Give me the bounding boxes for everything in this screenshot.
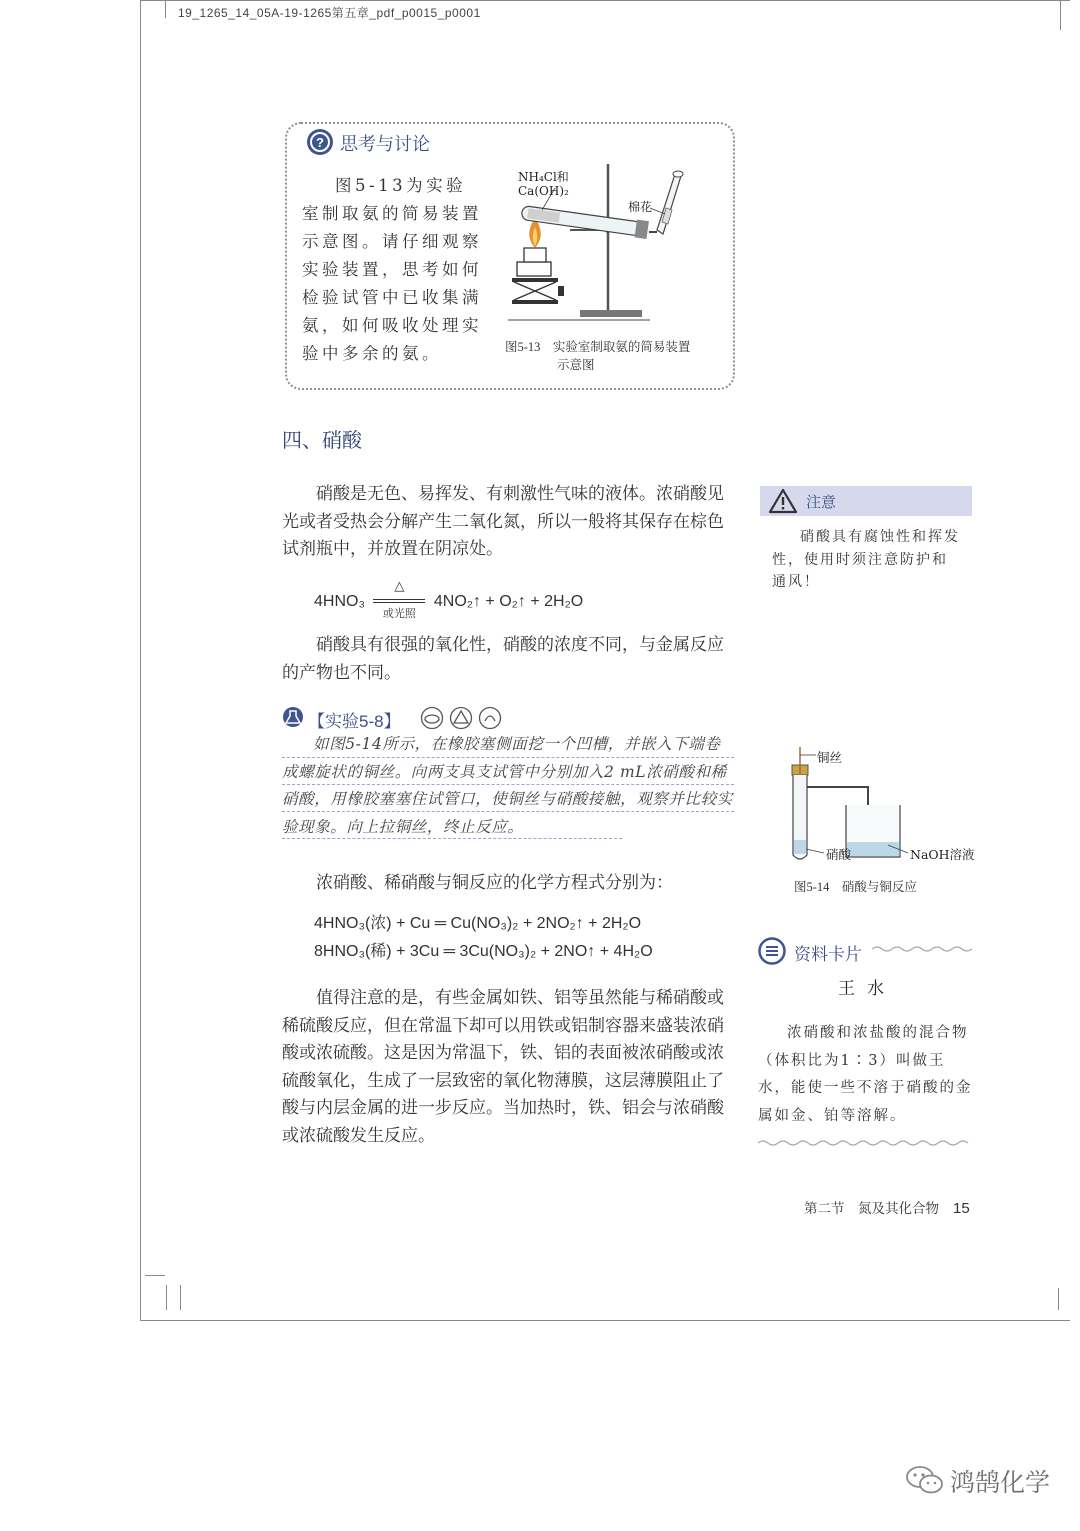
card-wave-bottom (758, 1138, 972, 1148)
decomposition-equation (314, 578, 584, 620)
dilute-acid-equation: 8HNO₃(稀) + 3Cu ═ 3Cu(NO₃)₂ + 2NO↑ + 4H₂O (314, 943, 653, 960)
paragraph-1: 硝酸是无色、易挥发、有刺激性气味的液体。浓硝酸见光或者受热会分解产生二氧化氮，所以一般将其保存在棕色试剂瓶中，并放置在阴凉处。 (282, 484, 724, 559)
paragraph-2: 硝酸具有很强的氧化性，硝酸的浓度不同，与金属反应的产物也不同。 (282, 635, 724, 683)
page-bottom-edge (140, 1320, 1070, 1321)
svg-text:?: ? (316, 135, 324, 150)
resource-card-title: 资料卡片 (794, 945, 862, 964)
experiment-underline (282, 811, 734, 812)
experiment-underline (282, 784, 734, 785)
crop-mark (166, 1285, 167, 1310)
discussion-text: 图5-13为实验室制取氨的简易装置示意图。请仔细观察实验装置，思考如何检验试管中已收集满氨，如何吸收处理实验中多余的氨。 (302, 176, 482, 363)
note-title: 注意 (806, 494, 837, 511)
resource-card-icon (758, 937, 786, 965)
footer-chapter: 第二节 氮及其化合物 (804, 1201, 939, 1216)
experiment-underline (282, 757, 734, 758)
label-cotton: 棉花 (628, 200, 653, 214)
label-nitric-acid: 硝酸 (826, 847, 852, 862)
crop-mark (145, 1275, 165, 1276)
discussion-title: 思考与讨论 (340, 134, 430, 154)
page-number: 15 (953, 1200, 970, 1217)
watermark-text: 鸿鹄化学 (950, 1469, 1051, 1497)
condition-heat: △ (394, 578, 405, 593)
label-reagents-line1: NH₄Cl和 (518, 170, 569, 184)
left-page-edge (140, 0, 141, 1320)
experiment-icon (282, 706, 304, 728)
crop-mark (165, 0, 166, 18)
double-arrow-line (373, 599, 425, 603)
file-header: 19_1265_14_05A-19-1265第五章_pdf_p0015_p0001 (178, 6, 481, 20)
page-trim-top (140, 0, 1070, 1)
discussion-icon (305, 127, 335, 157)
resource-card-heading: 王水 (838, 979, 896, 998)
equation-right: 4NO₂↑ + O₂↑ + 2H₂O (433, 593, 584, 611)
experiment-title: 【实验5-8】 (308, 712, 401, 731)
figure-5-13-caption: 图5-13 实验室制取氨的简易装置 示意图 (505, 340, 691, 372)
paragraph-3: 浓硝酸、稀硝酸与铜反应的化学方程式分别为： (316, 873, 673, 893)
crop-mark (180, 1285, 181, 1310)
wechat-icon (905, 1464, 945, 1496)
crop-mark (1060, 0, 1061, 30)
figure-5-14-caption: 图5-14 硝酸与铜反应 (794, 880, 917, 894)
experiment-text: 如图5-14所示，在橡胶塞侧面挖一个凹槽，并嵌入下端卷成螺旋状的铜丝。向两支具支试管中分别加入2 mL浓硝酸和稀硝酸，用橡胶塞塞住试管口，使铜丝与硝酸接触，观察并比较实验现象。向上拉铜丝，终止反应。 (282, 735, 733, 836)
page-footer (804, 1197, 970, 1217)
label-reagents-line2: Ca(OH)₂ (518, 184, 569, 198)
reaction-condition (373, 578, 425, 620)
condition-light: 或光照 (382, 608, 416, 620)
resource-card-text: 浓硝酸和浓盐酸的混合物（体积比为1∶3）叫做王水，能使一些不溶于硝酸的金属如金、铂等溶解。 (758, 1025, 973, 1124)
experiment-underline (282, 838, 622, 839)
paragraph-4: 值得注意的是，有些金属如铁、铝等虽然能与稀硝酸或稀硫酸反应，但在常温下却可以用铁或铝制容器来盛装浓硝酸或浓硫酸。这是因为常温下，铁、铝的表面被浓硝酸或浓硫酸氧化，生成了一层致密的氧化物薄膜，这层薄膜阻止了酸与内层金属的进一步反应。当加热时，铁、铝会与浓硝酸或浓硫酸发生反应。 (282, 988, 724, 1146)
crop-mark (1058, 1288, 1059, 1310)
label-copper-wire: 铜丝 (817, 750, 843, 765)
section-heading: 四、硝酸 (282, 430, 362, 452)
ventilation-safety-icon (478, 706, 502, 730)
goggles-safety-icon (420, 706, 444, 730)
card-wave-top (872, 944, 972, 954)
corrosive-safety-icon (449, 706, 473, 730)
note-text: 硝酸具有腐蚀性和挥发性，使用时须注意防护和通风！ (772, 529, 960, 590)
label-naoh: NaOH溶液 (910, 847, 975, 862)
warning-icon (768, 488, 798, 514)
concentrated-acid-equation: 4HNO₃(浓) + Cu ═ Cu(NO₃)₂ + 2NO₂↑ + 2H₂O (314, 915, 642, 932)
equation-left: 4HNO₃ (314, 593, 365, 611)
